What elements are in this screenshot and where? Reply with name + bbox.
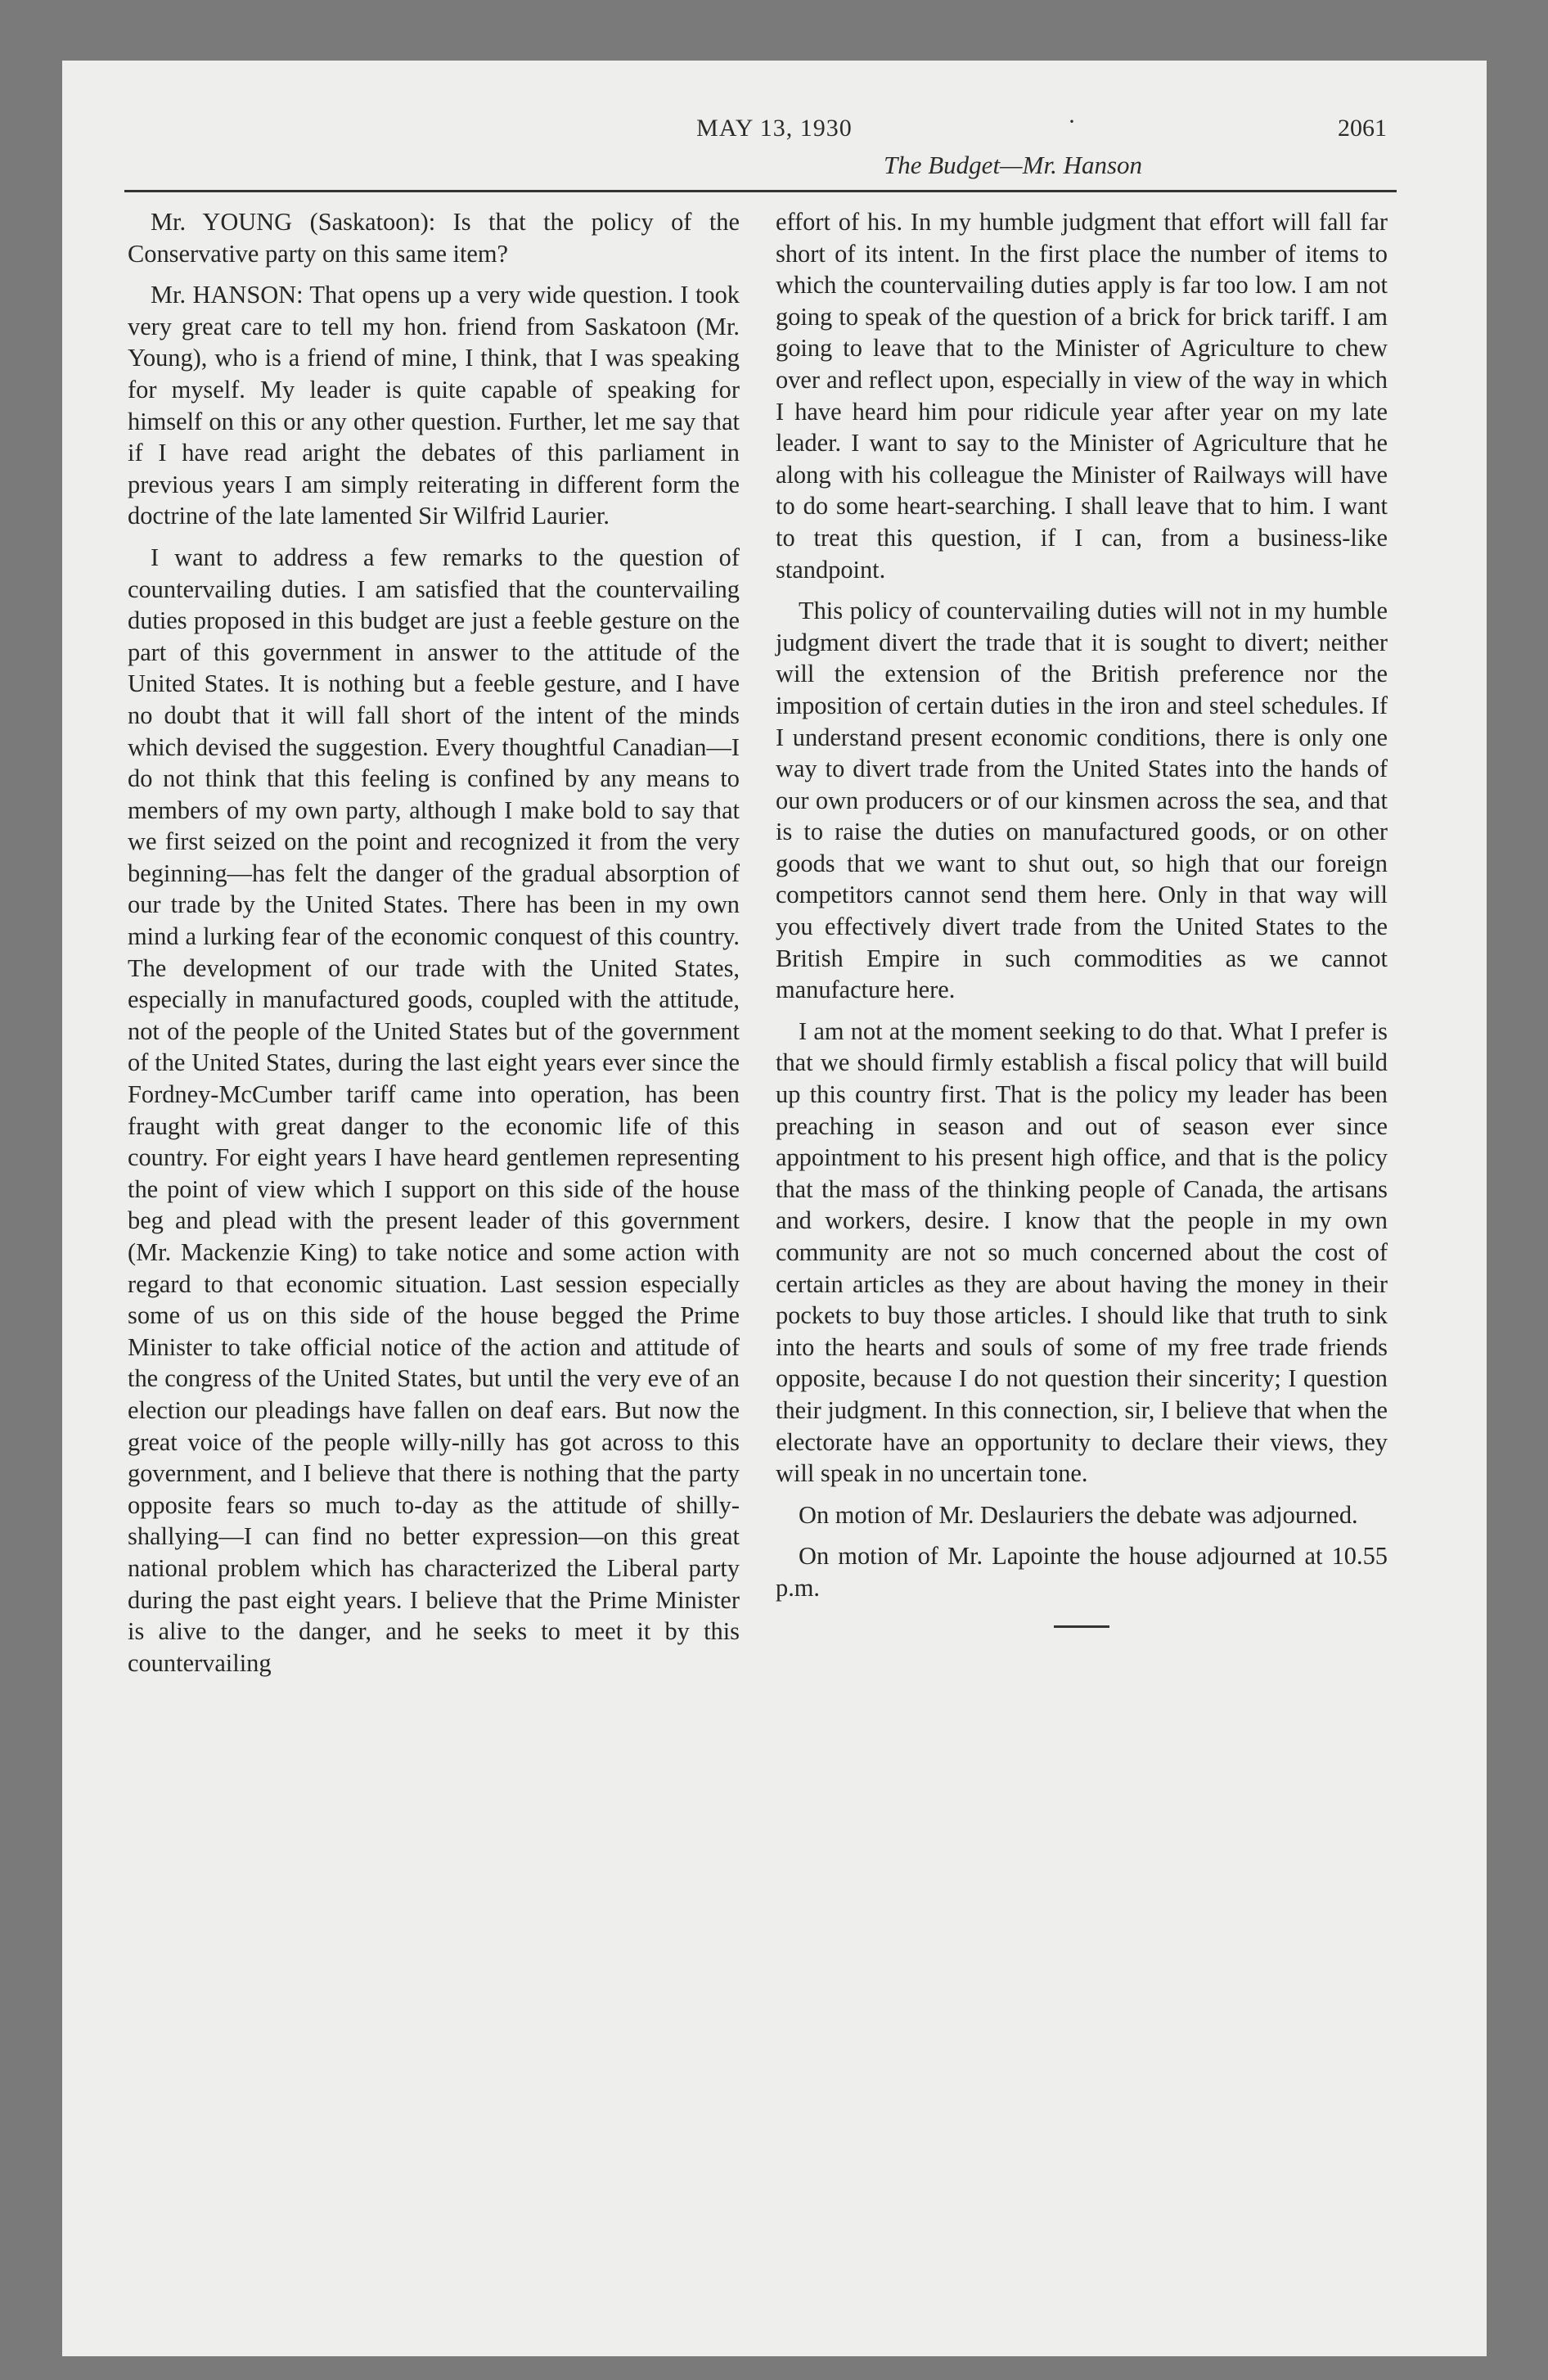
document-page [62,61,1487,2356]
page-number: 2061 [1338,115,1387,142]
paragraph: On motion of Mr. Deslauriers the debate was adjourned. [799,1500,1358,1529]
left-column [128,206,740,1688]
paragraph: effort of his. In my humble judgment that effort will fall far short of its intent. In the first place the number of items to which the countervailing duties apply is far too low. I am not going to speak of the question of a brick for brick tariff. I am going to leave that to the Minister of Agriculture to chew over and reflect upon, especially in view of the way in which I have heard him pour ridicule year after year on my late leader. I want to say to the Minister of Agriculture that he along with his colleague the Minister of Railways will have to do some heart-searching. I shall leave that to him. I want to treat this question, if I can, from a business-like standpoint. [776,208,1388,584]
header-rule [124,190,1397,192]
paragraph: This policy of countervailing duties will not in my humble judgment divert the trade that it is sought to divert; neither will the extension of the British preference nor the imposition of certain duties in the iron and steel schedules. If I understand present economic conditions, there is only one way to divert trade from the United States into the hands of our own producers or of our kinsmen across the sea, and that is to raise the duties on manufactured goods, or on other goods that we want to shut out, so high that our foreign competitors cannot send them here. Only in that way will you effectively divert trade from the United States to the British Empire in such commodities as we cannot manufacture here. [776,597,1388,1004]
paragraph: On motion of Mr. Lapointe the house adjourned at 10.55 p.m. [776,1542,1388,1602]
paragraph: I am not at the moment seeking to do that. What I prefer is that we should firmly establish a fiscal policy that will build up this country first. That is the policy my leader has been preaching in season and out of season ever since appointment to his present high office, and that is the policy that the mass of the thinking people of Canada, the artisans and workers, desire. I know that the people in my own community are not so much concerned about the cost of certain articles as they are about having the money in their pockets to buy those articles. I should like that truth to sink into the hearts and souls of some of my free trade friends opposite, because I do not question their sincerity; I question their judgment. In this connection, sir, I believe that when the electorate have an opportunity to declare their views, they will speak in no uncertain tone. [776,1016,1388,1488]
right-column [776,206,1388,1628]
page-header [62,61,1487,208]
header-date: MAY 13, 1930 [696,115,853,142]
running-title: The Budget—Mr. Hanson [884,151,1143,179]
end-rule [1054,1625,1109,1628]
paragraph: Mr. YOUNG (Saskatoon): Is that the policy of the Conservative party on this same item? [128,208,740,268]
paragraph: I want to address a few remarks to the question of countervailing duties. I am satisfied that the countervailing duties proposed in this budget are just a feeble gesture on the part of this government in answer to the attitude of the United States. It is nothing but a feeble gesture, and I have no doubt that it will fall short of the intent of the minds which devised the suggestion. Every thoughtful Canadian—I do not think that this feeling is confined by any means to members of my own party, although I make bold to say that we first seized on the point and recognized it from the very beginning—has felt the danger of the gradual absorption of our trade by the United States. There has been in my own mind a lurking fear of the economic conquest of this country. The development of our trade with the United States, especially in manufactured goods, coupled with the attitude, not of the people of the United States but of the government of the United States, during the last eight years ever since the Fordney-McCumber tariff came into operation, has been fraught with great danger to the economic life of this country. For eight years I have heard gentlemen representing the point of view which I support on this side of the house beg and plead with the present leader of this government (Mr. Mackenzie King) to take notice and some action with regard to that economic situation. Last session especially some of us on this side of the house begged the Prime Minister to take official notice of the action and attitude of the congress of the United States, but until the very eve of an election our pleadings have fallen on deaf ears. But now the great voice of the people willy-nilly has got across to this government, and I believe that there is nothing that the party opposite fears so much to-day as the attitude of shilly-shallying—I can find no better expression—on this great national problem which has characterized the Liberal party during the past eight years. I believe that the Prime Minister is alive to the danger, and he seeks to meet it by this countervailing [128,543,740,1677]
header-dot-mark: · [1068,108,1076,135]
paragraph: Mr. HANSON: That opens up a very wide question. I took very great care to tell my hon. friend from Saskatoon (Mr. Young), who is a friend of mine, I think, that I was speaking for myself. My leader is quite capable of speaking for himself on this or any other question. Further, let me say that if I have read aright the debates of this parliament in previous years I am simply reiterating in different form the doctrine of the late lamented Sir Wilfrid Laurier. [128,281,740,530]
